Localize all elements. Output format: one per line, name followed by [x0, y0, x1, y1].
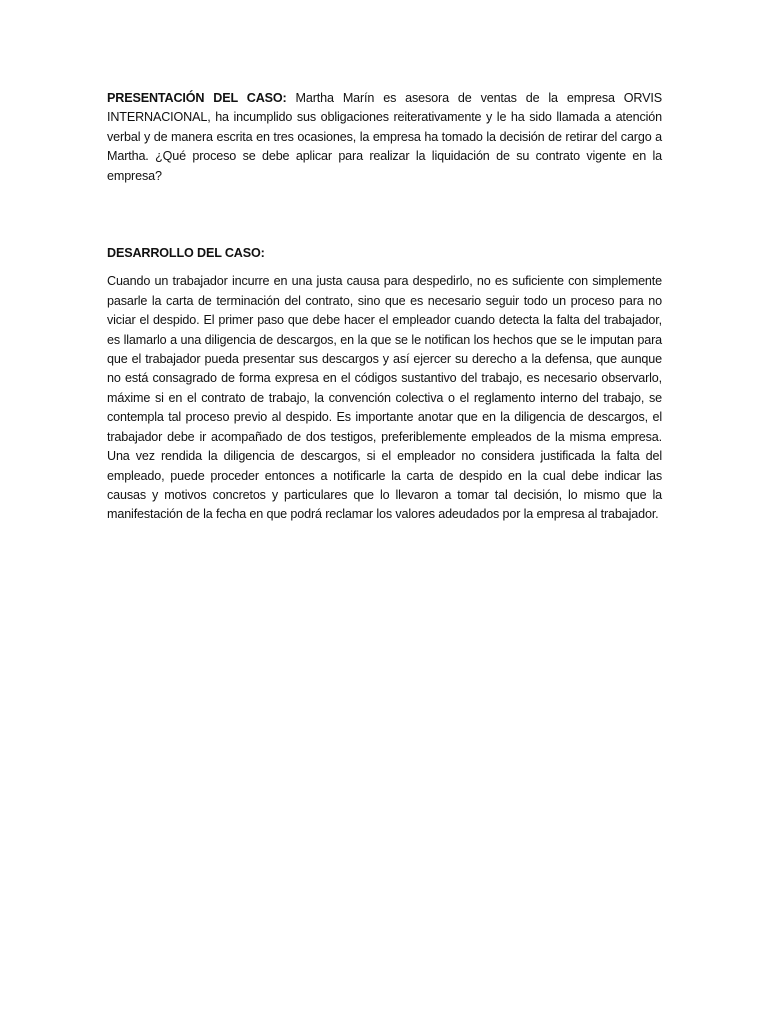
document-body	[107, 89, 662, 525]
case-development-heading: DESARROLLO DEL CASO:	[107, 246, 265, 261]
case-presentation-paragraph	[107, 89, 662, 186]
case-development-paragraph: Cuando un trabajador incurre en una justa causa para despedirlo, no es suficiente con simplemente pasarle la carta de terminación del contrato, sino que es necesario seguir todo un proceso para no viciar el despido. El primer paso que debe hacer el empleador cuando detecta la falta del trabajador, es llamarlo a una diligencia de descargos, en la que se le notifican los hechos que se le imputan para que el trabajador pueda presentar sus descargos y así ejercer su derecho a la defensa, que aunque no está consagrado de forma expresa en el códigos sustantivo del trabajo, es necesario observarlo, máxime si en el contrato de trabajo, la convención colectiva o el reglamento interno del trabajo, se contempla tal proceso previo al despido. Es importante anotar que en la diligencia de descargos, el trabajador debe ir acompañado de dos testigos, preferiblemente empleados de la misma empresa. Una vez rendida la diligencia de descargos, si el empleador no considera justificada la falta del empleado, puede proceder entonces a notificarle la carta de despido en la cual debe indicar las causas y motivos concretos y particulares que lo llevaron a tomar tal decisión, lo mismo que la manifestación de la fecha en que podrá reclamar los valores adeudados por la empresa al trabajador.	[107, 274, 662, 522]
case-presentation-text: Martha Marín es asesora de ventas de la empresa ORVIS INTERNACIONAL, ha incumplido sus obligaciones reiterativamente y le ha sido llamada a atención verbal y de manera escrita en tres ocasiones, la empresa ha tomado la decisión de retirar del cargo a Martha. ¿Qué proceso se debe aplicar para realizar la liquidación de su contrato vigente en la empresa?	[107, 91, 662, 183]
case-presentation-label: PRESENTACIÓN DEL CASO:	[107, 91, 287, 105]
